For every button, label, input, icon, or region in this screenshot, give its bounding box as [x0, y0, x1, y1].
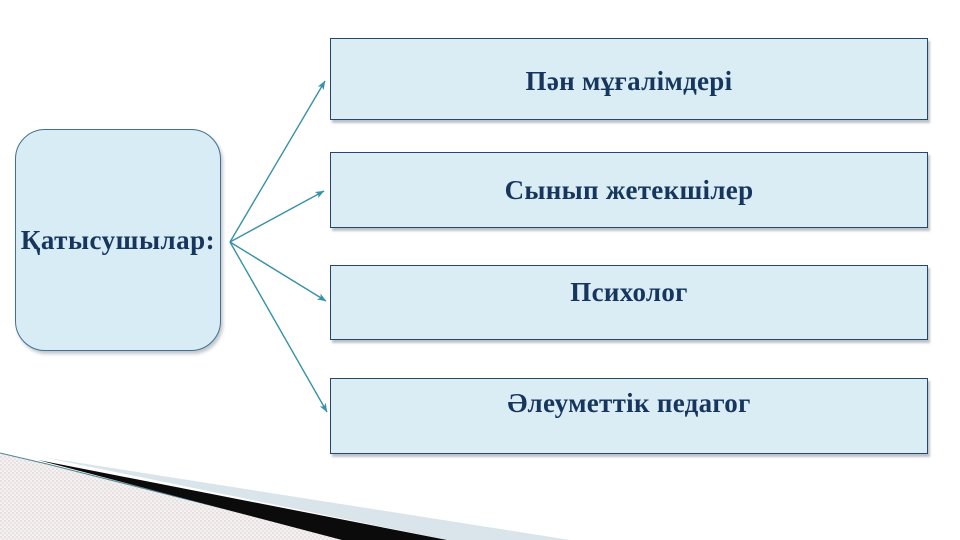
arrow-to-psychologist [230, 242, 326, 301]
participants-label: Қатысушылар: [20, 224, 216, 255]
node-psychologist-label: Психолог [570, 277, 688, 307]
texture-wedge [0, 453, 348, 540]
node-social-pedagogue-label: Әлеуметтік педагог [507, 387, 751, 418]
node-class-leaders-label: Сынып жетекшілер [504, 174, 754, 205]
node-social-pedagogue [330, 378, 928, 454]
participants-node [15, 129, 221, 351]
texture-edge-line [0, 453, 348, 540]
node-subject-teachers-label: Пән мұғалімдері [525, 65, 733, 96]
blue-band [42, 457, 570, 540]
arrow-to-subject-teachers [230, 81, 325, 242]
arrow-to-class-leaders [230, 191, 324, 242]
node-subject-teachers [330, 38, 928, 120]
node-class-leaders [330, 152, 928, 228]
black-band [38, 460, 447, 540]
arrow-to-social-pedagogue [230, 242, 327, 412]
node-psychologist [330, 265, 928, 340]
